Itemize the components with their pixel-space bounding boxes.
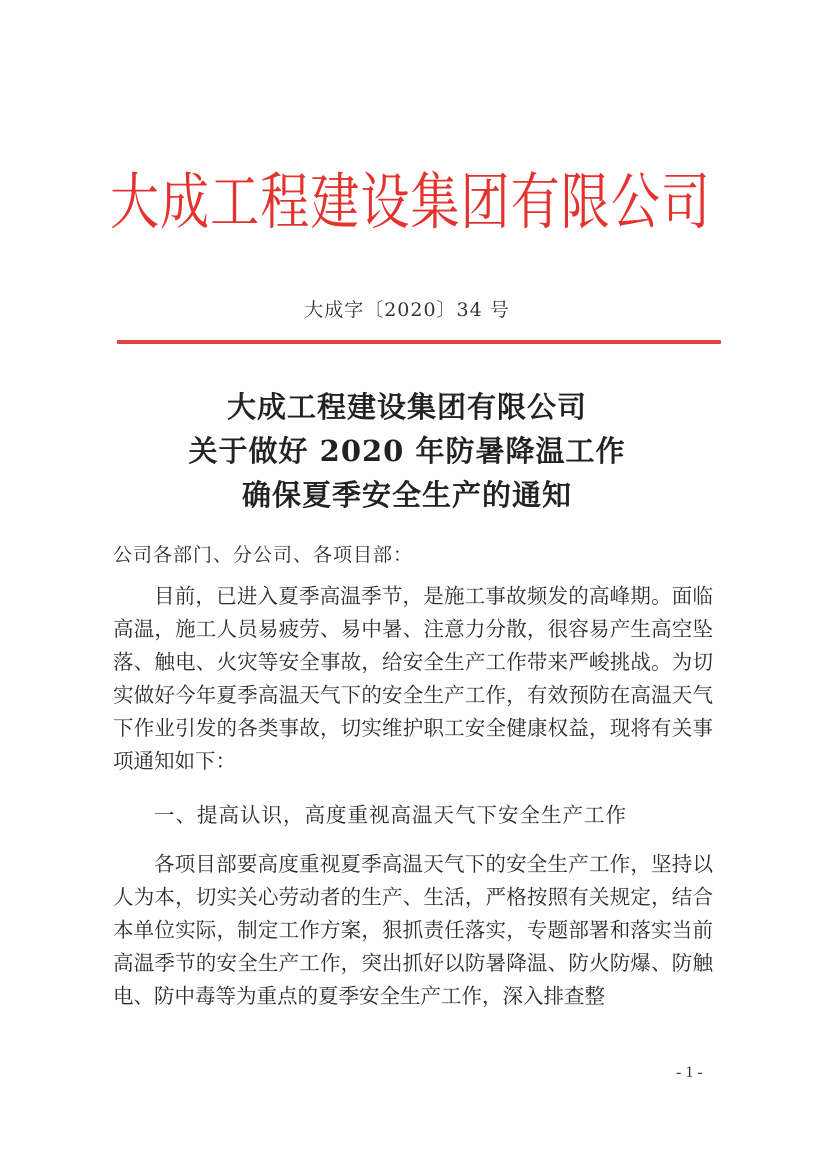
title-line-2: 关于做好 2020 年防暑降温工作 [188, 434, 626, 468]
document-title [0, 385, 814, 517]
title-line-3: 确保夏季安全生产的通知 [241, 478, 572, 512]
paragraph-intro: 目前，已进入夏季高温季节，是施工事故频发的高峰期。面临高温，施工人员易疲劳、易中暑、注意力分散，很容易产生高空坠落、触电、火灾等安全事故，给安全生产工作带来严峻挑战。为切实做好今年夏季高温天气下的安全生产工作，有效预防在高温天气下作业引发的各类事故，切实维护职工安全健康权益，现将有关事项通知如下： [113, 584, 713, 773]
red-masthead: 大成工程建设集团有限公司 [110, 166, 710, 238]
page-number: - 1 - [676, 1064, 703, 1081]
title-line-1: 大成工程建设集团有限公司 [226, 390, 587, 424]
document-number: 大成字〔2020〕34 号 [304, 299, 510, 321]
paragraph-section-1: 各项目部要高度重视夏季高温天气下的安全生产工作，坚持以人为本，切实关心劳动者的生产、生活，严格按照有关规定，结合本单位实际，制定工作方案，狠抓责任落实，专题部署和落实当前高温季节的安全生产工作，突出抓好以防暑降温、防火防爆、防触电、防中毒等为重点的夏季安全生产工作，深入排查整 [113, 852, 713, 1008]
salutation: 公司各部门、分公司、各项目部： [113, 544, 414, 566]
section-heading-1: 一、提高认识，高度重视高温天气下安全生产工作 [154, 803, 627, 827]
red-divider-rule [117, 340, 721, 344]
